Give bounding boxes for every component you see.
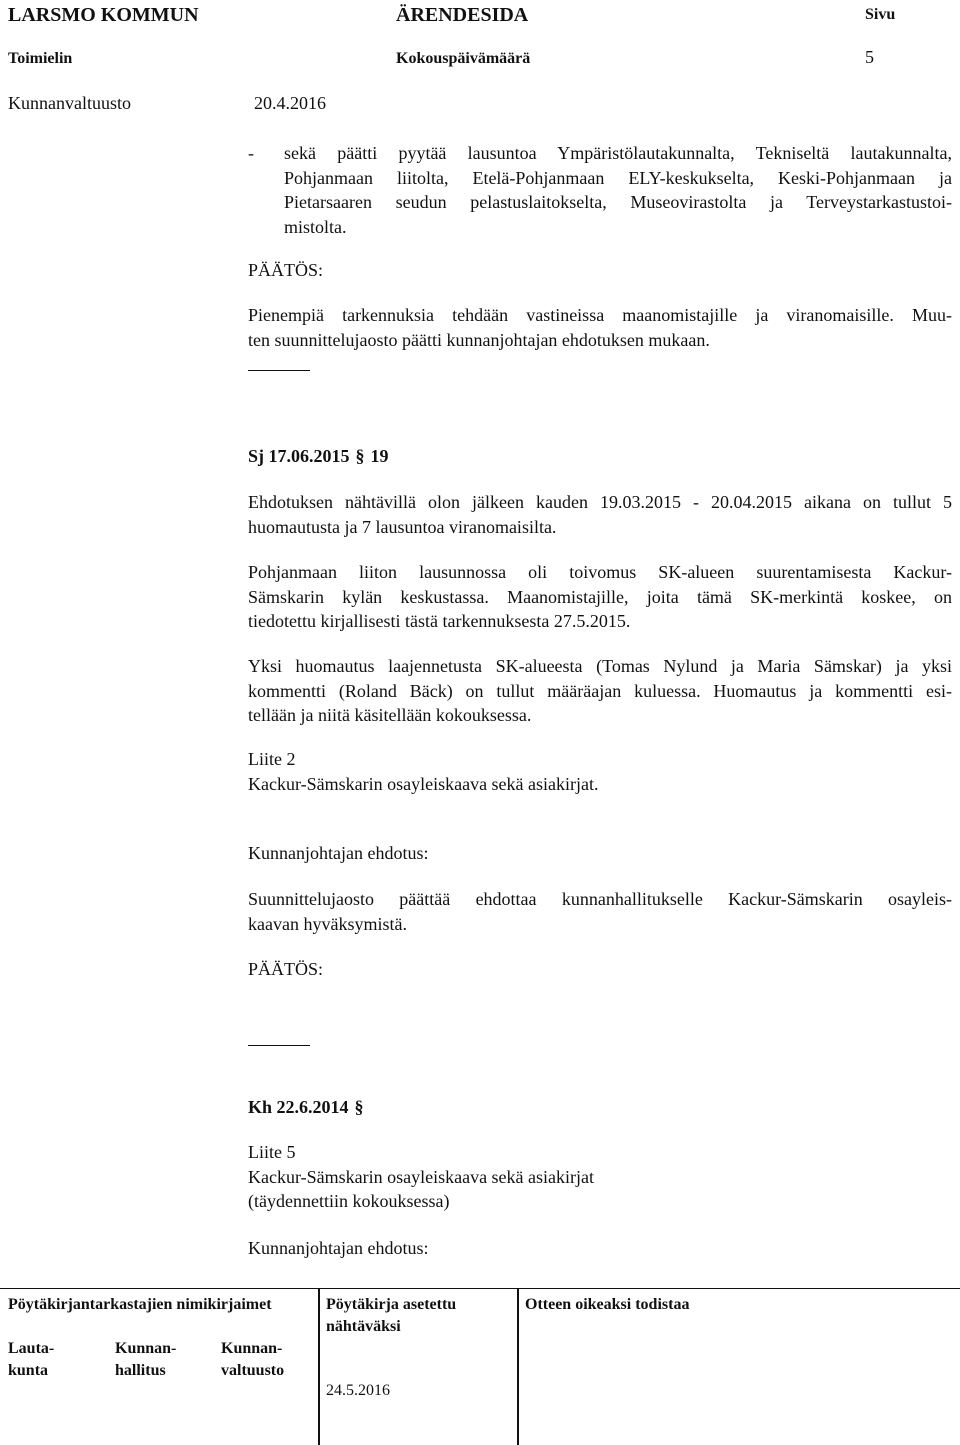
title-line: Pöytäkirja asetettu [326, 1296, 457, 1313]
text-line: Ehdotuksen nähtävillä olon jälkeen kauden 19.03.2015 - 20.04.2015 aikana on tullut 5 [248, 492, 952, 512]
section-sign-icon: § [355, 446, 365, 466]
decision-label-2: PÄÄTÖS: [248, 959, 324, 979]
intro-paragraph [284, 141, 952, 239]
decision-paragraph [248, 303, 952, 352]
kh-heading [248, 1095, 370, 1120]
col-label-line: valtuusto [221, 1362, 285, 1379]
text-line: kommentti (Roland Bäck) on tullut määräajan kuluessa. Huomautus ja kommentti esi- [248, 680, 952, 701]
text-line: tiedotettu kirjallisesti tästä tarkennuksesta 27.5.2015. [248, 611, 631, 631]
text-line: Pohjanmaan liitolta, Etelä-Pohjanmaan ELY-keskukselta, Keski-Pohjanmaan ja [284, 167, 952, 188]
section-sign-icon: § [354, 1097, 364, 1117]
text-line: Pietarsaaren seudun pelastuslaitokselta, Museovirastolta ja Terveystarkastustoi- [284, 192, 952, 212]
text-line: sekä päätti pyytää lausuntoa Ympäristölautakunnalta, Tekniseltä lautakunnalta, [284, 143, 952, 163]
signers-title: Pöytäkirjantarkastajien nimikirjaimet [8, 1296, 272, 1313]
doc-type: ÄRENDESIDA [396, 4, 529, 26]
public-display-title [326, 1294, 456, 1338]
separator-line [248, 370, 310, 371]
attachment-label: Liite 5 [248, 1142, 296, 1162]
text-line: mistolta. [284, 216, 347, 237]
sj-attachment [248, 747, 952, 796]
text-line: kaavan hyväksymistä. [248, 913, 407, 934]
text-line: Pohjanmaan liiton lausunnossa oli toivomus SK-alueen suurentamisesta Kackur- [248, 562, 952, 582]
col-label-line: kunta [8, 1362, 49, 1379]
attachment-label: Liite 2 [248, 749, 296, 769]
meeting-date: 20.4.2016 [254, 93, 326, 113]
proposal-paragraph [248, 887, 952, 936]
footer-divider [517, 1288, 519, 1445]
text-line: huomautusta ja 7 lausuntoa viranomaisilta. [248, 516, 557, 537]
col-label-line: Kunnan- [221, 1340, 283, 1357]
proposal-label: Kunnanjohtajan ehdotus: [248, 843, 429, 863]
attachment-text: Kackur-Sämskarin osayleiskaava sekä asiakirjat. [248, 773, 599, 794]
certify-title: Otteen oikeaksi todistaa [525, 1296, 690, 1313]
attachment-text: Kackur-Sämskarin osayleiskaava sekä asiakirjat [248, 1166, 595, 1187]
col-label-line: Kunnan- [115, 1340, 177, 1357]
text-line: Suunnittelujaosto päättää ehdottaa kunnanhallitukselle Kackur-Sämskarin osayleis- [248, 889, 952, 909]
text-line: ten suunnittelujaosto päätti kunnanjohtajan ehdotuksen mukaan. [248, 329, 710, 350]
page-number: 5 [865, 47, 874, 67]
page-label: Sivu [865, 6, 896, 23]
sj-paragraph-2 [248, 560, 952, 634]
signer-col-council [221, 1338, 284, 1382]
text-line: tellään ja niitä käsitellään kokouksessa. [248, 705, 532, 725]
col-label-line: hallitus [115, 1362, 166, 1379]
kh-title: Kh 22.6.2014 [248, 1097, 349, 1117]
kh-proposal-label: Kunnanjohtajan ehdotus: [248, 1238, 429, 1258]
sj-paragraph-3 [248, 654, 952, 728]
text-line: Yksi huomautus laajennetusta SK-alueesta (Tomas Nylund ja Maria Sämskar) ja yksi [248, 656, 952, 676]
org-name: LARSMO KOMMUN [8, 4, 199, 26]
decision-label: PÄÄTÖS: [248, 260, 324, 280]
sj-paragraph-1 [248, 490, 952, 539]
public-display-date: 24.5.2016 [326, 1382, 390, 1399]
separator-line [248, 1045, 310, 1046]
sj-number: 19 [370, 446, 389, 466]
text-line: Pienempiä tarkennuksia tehdään vastineissa maanomistajille ja viranomaisille. Muu- [248, 305, 952, 325]
organ-label: Toimielin [8, 50, 73, 67]
meeting-date-label: Kokouspäivämäärä [396, 50, 531, 67]
kh-attachment [248, 1140, 952, 1214]
signer-col-board [8, 1338, 54, 1382]
sj-title: Sj 17.06.2015 [248, 446, 350, 466]
organ-value: Kunnanvaltuusto [8, 93, 131, 113]
text-line: Sämskarin kylän keskustassa. Maanomistajille, joita tämä SK-merkintä koskee, on [248, 586, 952, 607]
attachment-note: (täydennettiin kokouksessa) [248, 1191, 450, 1211]
footer-divider [318, 1288, 320, 1445]
bullet-dash: - [248, 143, 254, 163]
sj-heading [248, 444, 389, 469]
signer-col-government [115, 1338, 176, 1382]
title-line: nähtäväksi [326, 1318, 401, 1335]
col-label-line: Lauta- [8, 1340, 55, 1357]
